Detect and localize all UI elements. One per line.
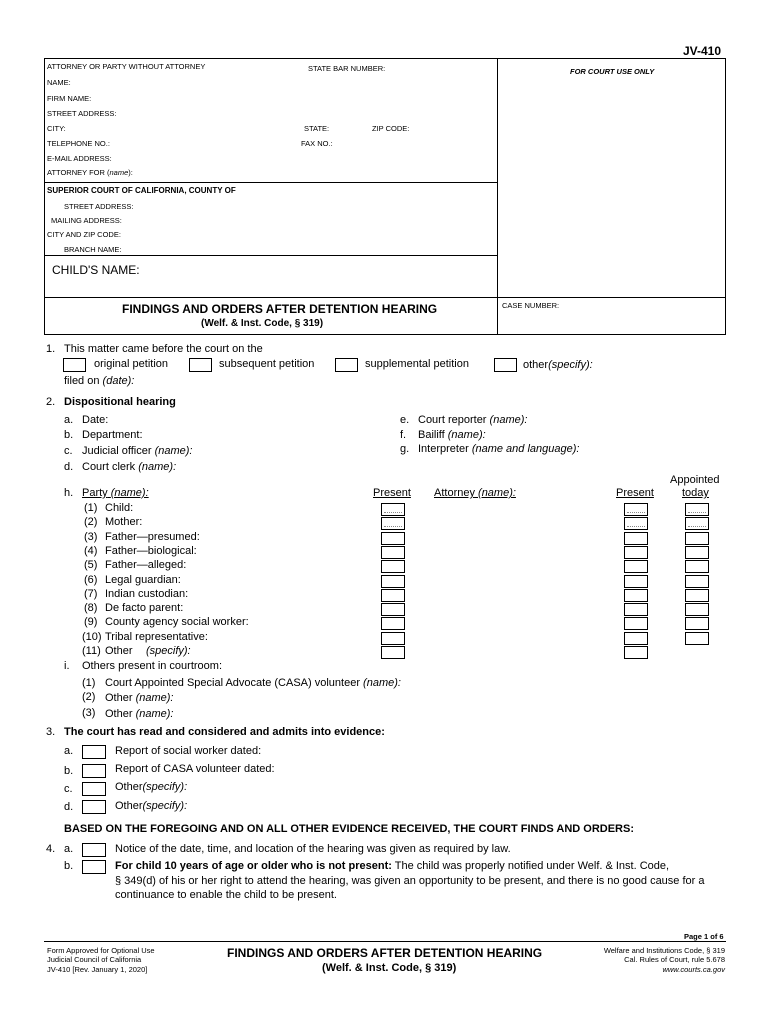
state-field[interactable]: STATE:: [304, 124, 330, 133]
subsequent-petition-checkbox[interactable]: [189, 358, 212, 372]
child-notified-line1: [115, 860, 669, 872]
attorney-name: (name):: [478, 487, 516, 499]
party-label: Father—alleged:: [105, 559, 187, 571]
other-evidence-2-specify: (specify):: [142, 800, 188, 812]
party-present-checkbox[interactable]: [381, 589, 405, 602]
attorney-present-checkbox[interactable]: [624, 503, 648, 516]
attorney-present-checkbox[interactable]: [624, 517, 648, 530]
other-petition-checkbox[interactable]: [494, 358, 517, 372]
attorney-column-header: [434, 487, 516, 499]
child-notified-line3: continuance to enable the child to be present.: [115, 889, 337, 901]
other-evidence-1-label: [115, 781, 187, 793]
footer-title: FINDINGS AND ORDERS AFTER DETENTION HEARING: [227, 946, 543, 960]
rules-citation: Cal. Rules of Court, rule 5.678: [624, 955, 725, 964]
attorney-present-checkbox[interactable]: [624, 617, 648, 630]
form-approved: Form Approved for Optional Use: [47, 946, 155, 955]
other1-name: (name):: [135, 692, 174, 704]
email-field[interactable]: E-MAIL ADDRESS:: [47, 154, 112, 163]
child-notified-bold: For child 10 years of age or older who is not present:: [115, 860, 392, 872]
attorney-present-checkbox[interactable]: [624, 546, 648, 559]
attorney-for-field[interactable]: [47, 168, 133, 177]
item2-b-letter: b.: [64, 429, 74, 441]
party-label: Father—presumed:: [105, 531, 200, 543]
item1-number: 1.: [46, 343, 56, 355]
other-evidence-2-label: [115, 800, 187, 812]
party-label: County agency social worker:: [105, 616, 249, 628]
judicial-officer-field[interactable]: [82, 445, 192, 457]
party-label: Other: [105, 645, 133, 657]
item4-a-letter: a.: [64, 843, 74, 855]
court-reporter-field[interactable]: [418, 414, 527, 426]
party-label: Party: [82, 487, 108, 499]
party-present-checkbox[interactable]: [381, 532, 405, 545]
interpreter-field[interactable]: [418, 443, 579, 455]
fax-field[interactable]: FAX NO.:: [301, 139, 333, 148]
original-petition-checkbox[interactable]: [63, 358, 86, 372]
other-petition-label: [523, 359, 593, 371]
others-present-label: Others present in courtroom:: [82, 660, 223, 672]
party-other-specify: (specify):: [146, 645, 191, 657]
party-label: Mother:: [105, 516, 143, 528]
other-evidence-1-checkbox[interactable]: [82, 782, 106, 796]
child-section-bottom: [44, 297, 726, 298]
item2-i-letter: i.: [64, 660, 70, 672]
child-notified-text: The child was properly notified under Welf. & Inst. Code,: [391, 860, 670, 872]
other-evidence-2-text: Other: [115, 800, 143, 812]
casa-volunteer-field[interactable]: [105, 677, 401, 689]
party-label: De facto parent:: [105, 602, 184, 614]
name-field[interactable]: NAME:: [47, 78, 71, 87]
attorney-appointed-checkbox[interactable]: [685, 546, 709, 559]
casa-report-checkbox[interactable]: [82, 764, 106, 778]
casa-name: (name):: [363, 677, 401, 689]
party-present-checkbox[interactable]: [381, 575, 405, 588]
other-evidence-1-text: Other: [115, 781, 143, 793]
footer-rule: [44, 941, 726, 942]
attorney-appointed-checkbox[interactable]: [685, 503, 709, 516]
case-number-field[interactable]: CASE NUMBER:: [502, 301, 560, 310]
other-evidence-1-specify: (specify):: [142, 781, 188, 793]
party-number: (7): [84, 588, 98, 600]
filed-on-date: (date):: [102, 375, 135, 387]
telephone-field[interactable]: TELEPHONE NO.:: [47, 139, 110, 148]
state-bar-label[interactable]: STATE BAR NUMBER:: [308, 64, 386, 73]
court-mailing-field[interactable]: MAILING ADDRESS:: [51, 216, 122, 225]
attorney-appointed-checkbox[interactable]: [685, 575, 709, 588]
item3-b-letter: b.: [64, 765, 74, 777]
other2-present-field[interactable]: [105, 708, 173, 720]
hearing-date-field[interactable]: Date:: [82, 414, 109, 426]
court-city-field[interactable]: CITY AND ZIP CODE:: [47, 230, 121, 239]
other2-label: Other: [105, 708, 133, 720]
attorney-present-checkbox[interactable]: [624, 603, 648, 616]
party-number: (6): [84, 574, 98, 586]
supplemental-petition-checkbox[interactable]: [335, 358, 358, 372]
court-title: SUPERIOR COURT OF CALIFORNIA, COUNTY OF: [47, 186, 236, 195]
item4-number: 4.: [46, 843, 56, 855]
child-name-field[interactable]: CHILD'S NAME:: [52, 263, 140, 277]
attorney-label: ATTORNEY OR PARTY WITHOUT ATTORNEY: [47, 62, 206, 71]
item3-d-letter: d.: [64, 801, 74, 813]
party-label: Father—biological:: [105, 545, 197, 557]
caption-divider: [497, 58, 498, 335]
child-notified-line2: § 349(d) of his or her right to attend the hearing, was given an opportunity to be present, and there is no good cause for a: [115, 875, 705, 887]
attorney-appointed-checkbox[interactable]: [685, 517, 709, 530]
city-field[interactable]: CITY:: [47, 124, 66, 133]
attorney-present-checkbox[interactable]: [624, 532, 648, 545]
interpreter-label: Interpreter: [418, 443, 469, 455]
attorney-for-name: name: [109, 168, 129, 177]
form-number: JV-410: [683, 44, 722, 58]
party-present-checkbox[interactable]: [381, 646, 405, 659]
appointed-column-header: Appointed: [670, 474, 720, 486]
bailiff-label: Bailiff: [418, 429, 445, 441]
party-number: (8): [84, 602, 98, 614]
notice-given-label: Notice of the date, time, and location of the hearing was given as required by law.: [115, 843, 511, 855]
party-number: (9): [84, 616, 98, 628]
other2-number: (3): [82, 707, 96, 719]
party-present-checkbox[interactable]: [381, 546, 405, 559]
other-specify: (specify):: [548, 359, 593, 371]
footer-subtitle: (Welf. & Inst. Code, § 319): [322, 962, 457, 974]
party-number: (4): [84, 545, 98, 557]
item3-number: 3.: [46, 726, 56, 738]
form-revision: JV-410 [Rev. January 1, 2020]: [47, 965, 148, 974]
page-number: Page 1 of 6: [684, 932, 724, 941]
item3-title: The court has read and considered and admits into evidence:: [64, 726, 385, 738]
court-section-bottom: [44, 255, 498, 256]
party-number: (5): [84, 559, 98, 571]
item2-d-letter: d.: [64, 461, 74, 473]
party-number: (11): [82, 645, 101, 657]
attorney-appointed-checkbox[interactable]: [685, 603, 709, 616]
item2-h-letter: h.: [64, 487, 74, 499]
party-label: Child:: [105, 502, 134, 514]
zip-field[interactable]: ZIP CODE:: [372, 124, 410, 133]
attorney-present-checkbox[interactable]: [624, 575, 648, 588]
other2-name: (name):: [135, 708, 174, 720]
court-street-field[interactable]: STREET ADDRESS:: [64, 202, 134, 211]
court-branch-field[interactable]: BRANCH NAME:: [64, 245, 122, 254]
party-present-checkbox[interactable]: [381, 560, 405, 573]
party-present-checkbox[interactable]: [381, 503, 405, 516]
party-present-checkbox[interactable]: [381, 603, 405, 616]
other1-number: (2): [82, 691, 96, 703]
item2-c-letter: c.: [64, 445, 73, 457]
appointed-today-header: today: [682, 487, 709, 499]
attorney-appointed-checkbox[interactable]: [685, 632, 709, 645]
court-reporter-name: (name):: [489, 414, 528, 426]
attorney-appointed-checkbox[interactable]: [685, 617, 709, 630]
party-number: (1): [84, 502, 98, 514]
attorney-appointed-checkbox[interactable]: [685, 532, 709, 545]
casa-number: (1): [82, 677, 96, 689]
bailiff-name: (name):: [447, 429, 486, 441]
other-evidence-2-checkbox[interactable]: [82, 800, 106, 814]
attorney-present-checkbox[interactable]: [624, 646, 648, 659]
bailiff-field[interactable]: [418, 429, 486, 441]
court-clerk-label: Court clerk: [82, 461, 136, 473]
casa-label: Court Appointed Special Advocate (CASA) volunteer: [105, 677, 360, 689]
attorney-present-checkbox[interactable]: [624, 560, 648, 573]
party-number: (10): [82, 631, 102, 643]
party-present-checkbox[interactable]: [381, 632, 405, 645]
item2-e-letter: e.: [400, 414, 410, 426]
judicial-officer-name: (name):: [154, 445, 193, 457]
party-label: Legal guardian:: [105, 574, 181, 586]
findings-heading: BASED ON THE FOREGOING AND ON ALL OTHER EVIDENCE RECEIVED, THE COURT FINDS AND ORDERS:: [64, 823, 634, 835]
court-use-label: FOR COURT USE ONLY: [570, 67, 655, 76]
attorney-section-bottom: [44, 182, 498, 183]
attorney-for-suffix: ):: [128, 168, 133, 177]
attorney-appointed-checkbox[interactable]: [685, 560, 709, 573]
department-field[interactable]: Department:: [82, 429, 143, 441]
court-reporter-label: Court reporter: [418, 414, 487, 426]
form-title: FINDINGS AND ORDERS AFTER DETENTION HEARING: [122, 302, 438, 316]
caption-box: [44, 58, 726, 335]
street-address-field[interactable]: STREET ADDRESS:: [47, 109, 117, 118]
child-notified-checkbox[interactable]: [82, 860, 106, 874]
item2-g-letter: g.: [400, 443, 410, 455]
notice-given-checkbox[interactable]: [82, 843, 106, 857]
attorney-for-prefix: ATTORNEY FOR (: [47, 168, 110, 177]
item1-text: This matter came before the court on the: [64, 343, 263, 355]
subsequent-petition-label: subsequent petition: [219, 358, 315, 370]
court-clerk-name: (name):: [138, 461, 177, 473]
item2-a-letter: a.: [64, 414, 74, 426]
judicial-officer-label: Judicial officer: [82, 445, 152, 457]
other-label: other: [523, 359, 549, 371]
casa-report-label: Report of CASA volunteer dated:: [115, 763, 275, 775]
attorney-label: Attorney: [434, 487, 475, 499]
attorney-present-checkbox[interactable]: [624, 589, 648, 602]
judicial-council: Judicial Council of California: [47, 955, 142, 964]
item3-c-letter: c.: [64, 783, 73, 795]
other1-label: Other: [105, 692, 133, 704]
firm-name-field[interactable]: FIRM NAME:: [47, 94, 92, 103]
court-clerk-field[interactable]: [82, 461, 176, 473]
original-petition-label: original petition: [94, 358, 168, 370]
courts-website-link[interactable]: www.courts.ca.gov: [662, 965, 725, 974]
party-number: (2): [84, 516, 98, 528]
attorney-present-checkbox[interactable]: [624, 632, 648, 645]
party-present-checkbox[interactable]: [381, 517, 405, 530]
item2-number: 2.: [46, 396, 56, 408]
filed-on-field[interactable]: [64, 375, 134, 387]
interpreter-name: (name and language):: [471, 443, 580, 455]
party-label: Tribal representative:: [105, 631, 208, 643]
item3-a-letter: a.: [64, 745, 74, 757]
item2-title: Dispositional hearing: [64, 396, 176, 408]
other1-present-field[interactable]: [105, 692, 173, 704]
social-worker-report-label: Report of social worker dated:: [115, 745, 262, 757]
party-column-header: [82, 487, 149, 499]
form-subtitle: (Welf. & Inst. Code, § 319): [201, 318, 324, 329]
attorney-appointed-checkbox[interactable]: [685, 589, 709, 602]
social-worker-report-checkbox[interactable]: [82, 745, 106, 759]
party-present-checkbox[interactable]: [381, 617, 405, 630]
supplemental-petition-label: supplemental petition: [365, 358, 469, 370]
item4-b-letter: b.: [64, 860, 74, 872]
item2-f-letter: f.: [400, 429, 407, 441]
party-label: Indian custodian:: [105, 588, 189, 600]
attorney-present-column-header: Present: [616, 487, 654, 499]
party-name: (name):: [110, 487, 149, 499]
filed-on-label: filed on: [64, 375, 100, 387]
code-citation: Welfare and Institutions Code, § 319: [603, 946, 725, 955]
present-column-header: Present: [373, 487, 411, 499]
party-number: (3): [84, 531, 98, 543]
